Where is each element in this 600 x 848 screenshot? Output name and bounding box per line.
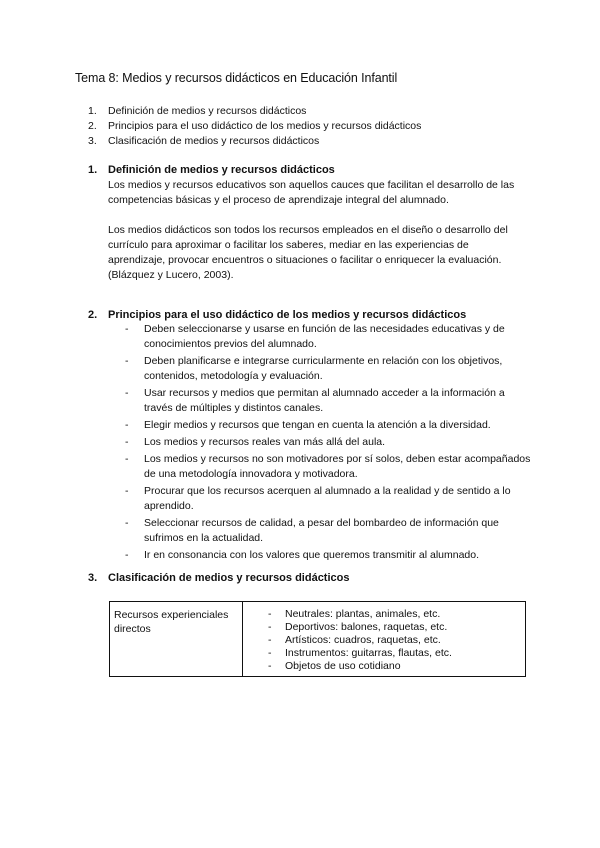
list-item: - Deportivos: balones, raquetas, etc. [267, 621, 525, 634]
list-item: - Objetos de uso cotidiano [267, 660, 525, 673]
principles-list [124, 322, 534, 565]
section-1-heading: 1. Definición de medios y recursos didácticos [88, 164, 335, 176]
list-item: - Elegir medios y recursos que tengan en cuenta la atención a la diversidad. [124, 418, 534, 433]
list-item: - Seleccionar recursos de calidad, a pesar del bombardeo de información que sufrimos en la actualidad. [124, 516, 534, 546]
resource-list [267, 608, 525, 673]
list-item: - Instrumentos: guitarras, flautas, etc. [267, 647, 525, 660]
section-3-heading: 3. Clasificación de medios y recursos didácticos [88, 572, 350, 584]
list-item: - Los medios y recursos no son motivadores por sí solos, deben estar acompañados de una metodología innovadora y motivadora. [124, 452, 534, 482]
classification-table [109, 601, 526, 677]
document-title: Tema 8: Medios y recursos didácticos en Educación Infantil [75, 71, 398, 85]
list-item: - Deben planificarse e integrarse curricularmente en relación con los objetivos, contenidos, metodología y evaluación. [124, 354, 534, 384]
list-item: - Ir en consonancia con los valores que queremos transmitir al alumnado. [124, 548, 534, 563]
section-2-heading: 2. Principios para el uso didáctico de los medios y recursos didácticos [88, 309, 467, 321]
table-category-cell: Recursos experienciales directos [110, 602, 243, 676]
list-item: - Artísticos: cuadros, raquetas, etc. [267, 634, 525, 647]
list-item: - Los medios y recursos reales van más allá del aula. [124, 435, 534, 450]
list-item: - Usar recursos y medios que permitan al alumnado acceder a la información a través de múltiples y distintos canales. [124, 386, 534, 416]
list-item: - Procurar que los recursos acerquen al alumnado a la realidad y de sentido a lo aprendido. [124, 484, 534, 514]
list-item: - Neutrales: plantas, animales, etc. [267, 608, 525, 621]
toc-item: 1. Definición de medios y recursos didácticos [88, 105, 307, 117]
toc-item: 2. Principios para el uso didáctico de los medios y recursos didácticos [88, 120, 422, 132]
table-items-cell [243, 602, 525, 676]
toc-item: 3. Clasificación de medios y recursos didácticos [88, 135, 320, 147]
section-1-paragraph-1: Los medios y recursos educativos son aquellos cauces que facilitan el desarrollo de las competencias básicas y el proceso de aprendizaje integral del alumnado. [108, 179, 515, 206]
section-1-paragraph-2: Los medios didácticos son todos los recursos empleados en el diseño o desarrollo del currículo para aproximar o facilitar los saberes, mediar en las experiencias de aprendizaje, provocar encuentros o situaciones o facilitar o enriquecer la evaluación. (Blázquez y Lucero, 2003). [108, 224, 508, 281]
table-of-contents [88, 104, 421, 149]
list-item: - Deben seleccionarse y usarse en función de las necesidades educativas y de conocimientos previos del alumnado. [124, 322, 534, 352]
